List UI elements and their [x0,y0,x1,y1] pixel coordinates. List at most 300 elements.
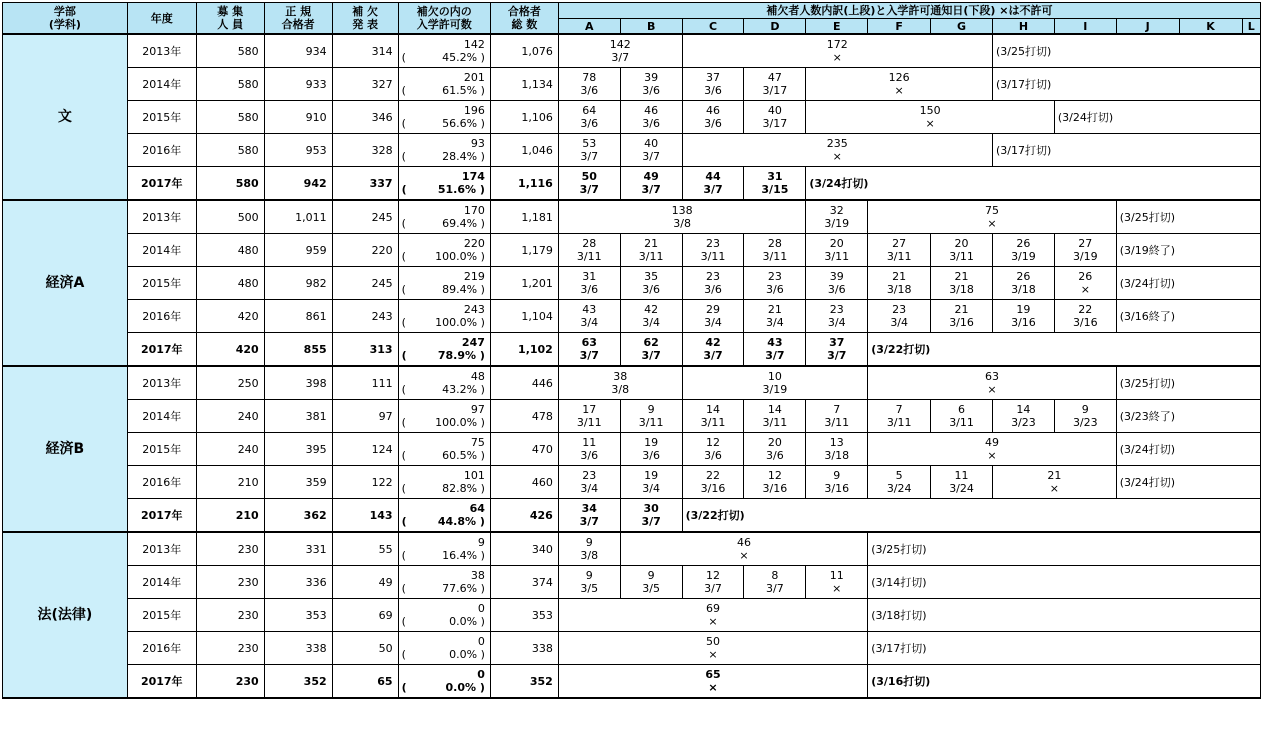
breakdown-cell [806,68,993,101]
breakdown-count: 13 [829,436,844,449]
breakdown-count: 42 [705,336,721,349]
breakdown-count: 20 [829,237,844,250]
breakdown-count: 23 [706,237,721,250]
admitted-rate: ( 78.9% ) [401,349,485,362]
regular-cell: 910 [264,101,332,134]
breakdown-count: 10 [767,370,782,383]
breakdown-date: × [708,681,718,694]
waitlist-cell: 245 [332,200,398,234]
breakdown-count: 21 [767,303,782,316]
breakdown-date: 3/6 [642,449,660,462]
breakdown-count: 37 [706,71,721,84]
admitted-cell [398,167,490,201]
regular-cell: 331 [264,532,332,566]
breakdown-date: 3/6 [766,449,784,462]
quota-cell: 240 [196,433,264,466]
admitted-count: 93 [470,137,485,150]
total-cell: 1,116 [490,167,558,201]
cutoff-note: (3/25打切) [1116,200,1260,234]
breakdown-cell [682,167,744,201]
breakdown-count: 49 [984,436,999,449]
breakdown-cell [682,300,744,333]
breakdown-count: 26 [1016,270,1031,283]
breakdown-count: 62 [643,336,659,349]
breakdown-count: 23 [582,469,597,482]
breakdown-date: 3/7 [641,349,661,362]
total-cell: 1,046 [490,134,558,167]
breakdown-count: 40 [767,104,782,117]
waitlist-cell: 124 [332,433,398,466]
table-row [3,134,1261,167]
regular-cell: 953 [264,134,332,167]
breakdown-date: 3/4 [827,316,846,329]
breakdown-count: 47 [767,71,782,84]
admitted-cell [398,665,490,699]
breakdown-date: 3/7 [611,51,630,64]
table-row [3,167,1261,201]
breakdown-cell [620,499,682,533]
quota-cell: 230 [196,532,264,566]
breakdown-count: 28 [767,237,782,250]
breakdown-date: × [987,449,997,462]
breakdown-date: 3/11 [700,250,726,263]
breakdown-cell [806,400,868,433]
breakdown-date: 3/4 [766,316,784,329]
admitted-rate: ( 28.4% ) [401,150,485,163]
breakdown-date: × [987,383,997,396]
breakdown-cell [931,234,993,267]
breakdown-count: 14 [1016,403,1031,416]
cutoff-note: (3/22打切) [868,333,1261,367]
breakdown-date: 3/18 [886,283,912,296]
breakdown-date: × [925,117,935,130]
breakdown-cell [931,267,993,300]
breakdown-cell [682,366,868,400]
regular-cell: 1,011 [264,200,332,234]
breakdown-count: 142 [609,38,631,51]
admitted-cell [398,101,490,134]
breakdown-cell [558,366,682,400]
waitlist-cell: 328 [332,134,398,167]
admitted-count: 142 [463,38,485,51]
breakdown-date: × [987,217,997,230]
breakdown-count: 39 [829,270,844,283]
breakdown-count: 40 [644,137,659,150]
header-col-k: K [1179,19,1242,35]
quota-cell: 500 [196,200,264,234]
admitted-cell [398,267,490,300]
admitted-cell [398,632,490,665]
breakdown-date: 3/19 [1011,250,1036,263]
table-row [3,34,1261,68]
breakdown-cell [620,333,682,367]
breakdown-date: 3/7 [579,349,599,362]
breakdown-count: 53 [582,137,597,150]
breakdown-count: 64 [582,104,597,117]
cutoff-note: (3/19終了) [1116,234,1260,267]
breakdown-count: 32 [829,204,844,217]
breakdown-date: 3/6 [642,117,660,130]
breakdown-cell [806,234,868,267]
total-cell: 353 [490,599,558,632]
breakdown-date: 3/6 [704,449,722,462]
breakdown-date: 3/23 [1011,416,1036,429]
breakdown-date: × [832,582,842,595]
breakdown-count: 49 [643,170,659,183]
breakdown-date: 3/6 [704,283,722,296]
faculty-name: 法(法律) [3,532,128,698]
year-cell: 2013年 [127,200,196,234]
header-col-i: I [1054,19,1116,35]
breakdown-count: 29 [706,303,721,316]
year-cell: 2016年 [127,466,196,499]
cutoff-note: (3/25打切) [868,532,1261,566]
year-cell: 2013年 [127,532,196,566]
breakdown-cell [682,566,744,599]
breakdown-count: 27 [892,237,907,250]
cutoff-note: (3/25打切) [992,34,1260,68]
quota-cell: 210 [196,499,264,533]
regular-cell: 381 [264,400,332,433]
regular-cell: 982 [264,267,332,300]
breakdown-count: 9 [647,569,655,582]
table-row [3,499,1261,533]
breakdown-cell [558,68,620,101]
cutoff-note: (3/25打切) [1116,366,1260,400]
waitlist-cell: 69 [332,599,398,632]
header-year: 年度 [127,3,196,35]
total-cell: 460 [490,466,558,499]
breakdown-date: 3/4 [580,482,599,495]
breakdown-date: 3/6 [766,283,784,296]
breakdown-cell [806,267,868,300]
breakdown-cell [744,433,806,466]
breakdown-count: 26 [1016,237,1031,250]
breakdown-date: × [1049,482,1059,495]
breakdown-date: 3/6 [642,283,660,296]
breakdown-date: 3/5 [642,582,660,595]
admitted-count: 0 [477,602,485,615]
breakdown-cell [620,466,682,499]
admitted-count: 220 [463,237,485,250]
breakdown-count: 50 [581,170,597,183]
breakdown-cell [868,300,931,333]
breakdown-cell [682,400,744,433]
waitlist-cell: 65 [332,665,398,699]
total-cell: 1,104 [490,300,558,333]
breakdown-cell [620,134,682,167]
breakdown-date: 3/11 [700,416,726,429]
admitted-rate: ( 16.4% ) [401,549,485,562]
breakdown-cell [558,499,620,533]
year-cell: 2015年 [127,101,196,134]
breakdown-count: 5 [895,469,903,482]
admitted-rate: ( 56.6% ) [401,117,485,130]
breakdown-count: 11 [954,469,969,482]
breakdown-date: 3/7 [703,349,723,362]
admitted-count: 64 [469,502,485,515]
breakdown-date: 3/19 [762,383,788,396]
admitted-cell [398,134,490,167]
breakdown-date: 3/23 [1072,416,1098,429]
total-cell: 1,076 [490,34,558,68]
breakdown-cell [868,466,931,499]
breakdown-cell [682,34,992,68]
breakdown-date: 3/24 [949,482,974,495]
waitlist-cell: 50 [332,632,398,665]
breakdown-count: 17 [582,403,597,416]
breakdown-count: 23 [767,270,782,283]
breakdown-cell [744,267,806,300]
breakdown-date: × [832,150,842,163]
breakdown-cell [992,234,1054,267]
table-row [3,234,1261,267]
total-cell: 352 [490,665,558,699]
quota-cell: 580 [196,34,264,68]
breakdown-date: 3/15 [761,183,789,196]
waitlist-cell: 111 [332,366,398,400]
cutoff-note: (3/17打切) [992,134,1260,167]
breakdown-count: 11 [582,436,597,449]
admitted-cell [398,300,490,333]
admitted-rate: ( 61.5% ) [401,84,485,97]
cutoff-note: (3/16打切) [868,665,1261,699]
breakdown-date: 3/11 [824,250,850,263]
breakdown-count: 8 [771,569,779,582]
admitted-count: 0 [477,635,485,648]
breakdown-count: 9 [585,536,593,549]
waitlist-cell: 49 [332,566,398,599]
breakdown-cell [558,101,620,134]
breakdown-date: 3/19 [1072,250,1098,263]
header-admitted: 補欠の内の 入学許可数 [398,3,490,35]
breakdown-cell [558,167,620,201]
breakdown-count: 46 [644,104,659,117]
cutoff-note: (3/24打切) [1054,101,1260,134]
admitted-rate: ( 44.8% ) [401,515,485,528]
admitted-count: 75 [470,436,485,449]
breakdown-count: 63 [581,336,597,349]
admitted-count: 97 [470,403,485,416]
faculty-name: 文 [3,34,128,200]
total-cell: 426 [490,499,558,533]
table-row [3,68,1261,101]
header-col-l: L [1242,19,1260,35]
breakdown-count: 20 [767,436,782,449]
total-cell: 470 [490,433,558,466]
breakdown-date: 3/11 [949,416,974,429]
breakdown-date: 3/11 [762,416,788,429]
breakdown-date: 3/11 [638,416,664,429]
breakdown-cell [620,234,682,267]
breakdown-date: 3/7 [641,183,661,196]
admitted-count: 201 [463,71,485,84]
admitted-count: 243 [463,303,485,316]
year-cell: 2015年 [127,433,196,466]
admitted-rate: ( 82.8% ) [401,482,485,495]
regular-cell: 934 [264,34,332,68]
breakdown-date: 3/18 [1011,283,1036,296]
breakdown-count: 235 [826,137,848,150]
breakdown-count: 35 [644,270,659,283]
breakdown-count: 22 [706,469,721,482]
breakdown-count: 50 [706,635,721,648]
header-col-j: J [1116,19,1179,35]
table-row [3,632,1261,665]
year-cell: 2013年 [127,366,196,400]
regular-cell: 861 [264,300,332,333]
waitlist-cell: 220 [332,234,398,267]
breakdown-date: 3/8 [580,549,599,562]
waitlist-cell: 337 [332,167,398,201]
breakdown-cell [806,433,868,466]
breakdown-count: 9 [585,569,593,582]
regular-cell: 933 [264,68,332,101]
breakdown-cell [558,34,682,68]
admitted-count: 0 [477,668,485,681]
regular-cell: 336 [264,566,332,599]
year-cell: 2014年 [127,68,196,101]
breakdown-cell [558,333,620,367]
breakdown-date: 3/11 [576,250,602,263]
total-cell: 340 [490,532,558,566]
header-col-b: B [620,19,682,35]
breakdown-count: 9 [1081,403,1089,416]
breakdown-date: 3/19 [824,217,850,230]
breakdown-date: × [894,84,904,97]
header-waitlist: 補 欠 発 表 [332,3,398,35]
quota-cell: 240 [196,400,264,433]
breakdown-cell [992,400,1054,433]
header-regular: 正 規 合格者 [264,3,332,35]
admitted-cell [398,68,490,101]
table-row [3,665,1261,699]
breakdown-count: 31 [582,270,597,283]
cutoff-note: (3/23終了) [1116,400,1260,433]
breakdown-cell [682,267,744,300]
breakdown-cell [682,234,744,267]
header-col-a: A [558,19,620,35]
breakdown-count: 23 [892,303,907,316]
header-quota: 募 集 人 員 [196,3,264,35]
breakdown-cell [682,68,744,101]
breakdown-date: × [708,615,718,628]
header-faculty: 学部 (学科) [3,3,128,35]
breakdown-count: 30 [643,502,659,515]
quota-cell: 250 [196,366,264,400]
breakdown-date: × [739,549,749,562]
waitlist-cell: 346 [332,101,398,134]
breakdown-date: 3/7 [580,150,599,163]
breakdown-cell [744,68,806,101]
admitted-count: 48 [470,370,485,383]
breakdown-date: 3/17 [762,84,788,97]
admitted-cell [398,566,490,599]
admission-table [2,2,1261,699]
table-row [3,333,1261,367]
breakdown-date: 3/11 [886,416,912,429]
breakdown-count: 23 [829,303,844,316]
breakdown-count: 12 [767,469,782,482]
waitlist-cell: 245 [332,267,398,300]
breakdown-count: 21 [954,270,969,283]
breakdown-date: 3/11 [949,250,974,263]
breakdown-cell [868,234,931,267]
breakdown-cell [806,101,1055,134]
admitted-cell [398,333,490,367]
breakdown-cell [620,300,682,333]
breakdown-count: 37 [829,336,845,349]
admitted-count: 38 [470,569,485,582]
admitted-rate: ( 69.4% ) [401,217,485,230]
table-row [3,466,1261,499]
breakdown-count: 63 [984,370,999,383]
year-cell: 2013年 [127,34,196,68]
breakdown-cell [620,532,868,566]
admitted-rate: ( 43.2% ) [401,383,485,396]
year-cell: 2015年 [127,267,196,300]
breakdown-date: 3/4 [642,316,660,329]
breakdown-date: 3/17 [762,117,788,130]
admitted-count: 174 [461,170,485,183]
breakdown-date: 3/18 [824,449,850,462]
breakdown-cell [931,300,993,333]
breakdown-count: 19 [644,469,659,482]
breakdown-date: 3/6 [580,449,599,462]
year-cell: 2017年 [127,167,196,201]
breakdown-date: 3/8 [611,383,630,396]
breakdown-date: 3/6 [704,84,722,97]
quota-cell: 580 [196,101,264,134]
admitted-rate: ( 89.4% ) [401,283,485,296]
regular-cell: 855 [264,333,332,367]
breakdown-date: 3/16 [824,482,850,495]
table-row [3,267,1261,300]
breakdown-count: 138 [671,204,693,217]
breakdown-cell [806,300,868,333]
breakdown-date: × [832,51,842,64]
breakdown-cell [744,101,806,134]
admitted-cell [398,366,490,400]
waitlist-cell: 313 [332,333,398,367]
breakdown-cell [744,466,806,499]
total-cell: 446 [490,366,558,400]
quota-cell: 230 [196,599,264,632]
breakdown-count: 21 [1047,469,1062,482]
breakdown-count: 20 [954,237,969,250]
breakdown-count: 69 [706,602,721,615]
admitted-count: 219 [463,270,485,283]
cutoff-note: (3/22打切) [682,499,1260,533]
breakdown-cell [1054,267,1116,300]
quota-cell: 230 [196,665,264,699]
breakdown-count: 11 [829,569,844,582]
breakdown-count: 75 [984,204,999,217]
breakdown-count: 46 [736,536,751,549]
breakdown-count: 28 [582,237,597,250]
breakdown-date: 3/7 [579,183,599,196]
breakdown-cell [620,68,682,101]
breakdown-count: 150 [919,104,941,117]
admitted-cell [398,234,490,267]
breakdown-count: 6 [958,403,966,416]
breakdown-count: 78 [582,71,597,84]
quota-cell: 480 [196,234,264,267]
breakdown-cell [558,300,620,333]
table-row [3,433,1261,466]
breakdown-count: 38 [613,370,628,383]
breakdown-cell [1054,300,1116,333]
